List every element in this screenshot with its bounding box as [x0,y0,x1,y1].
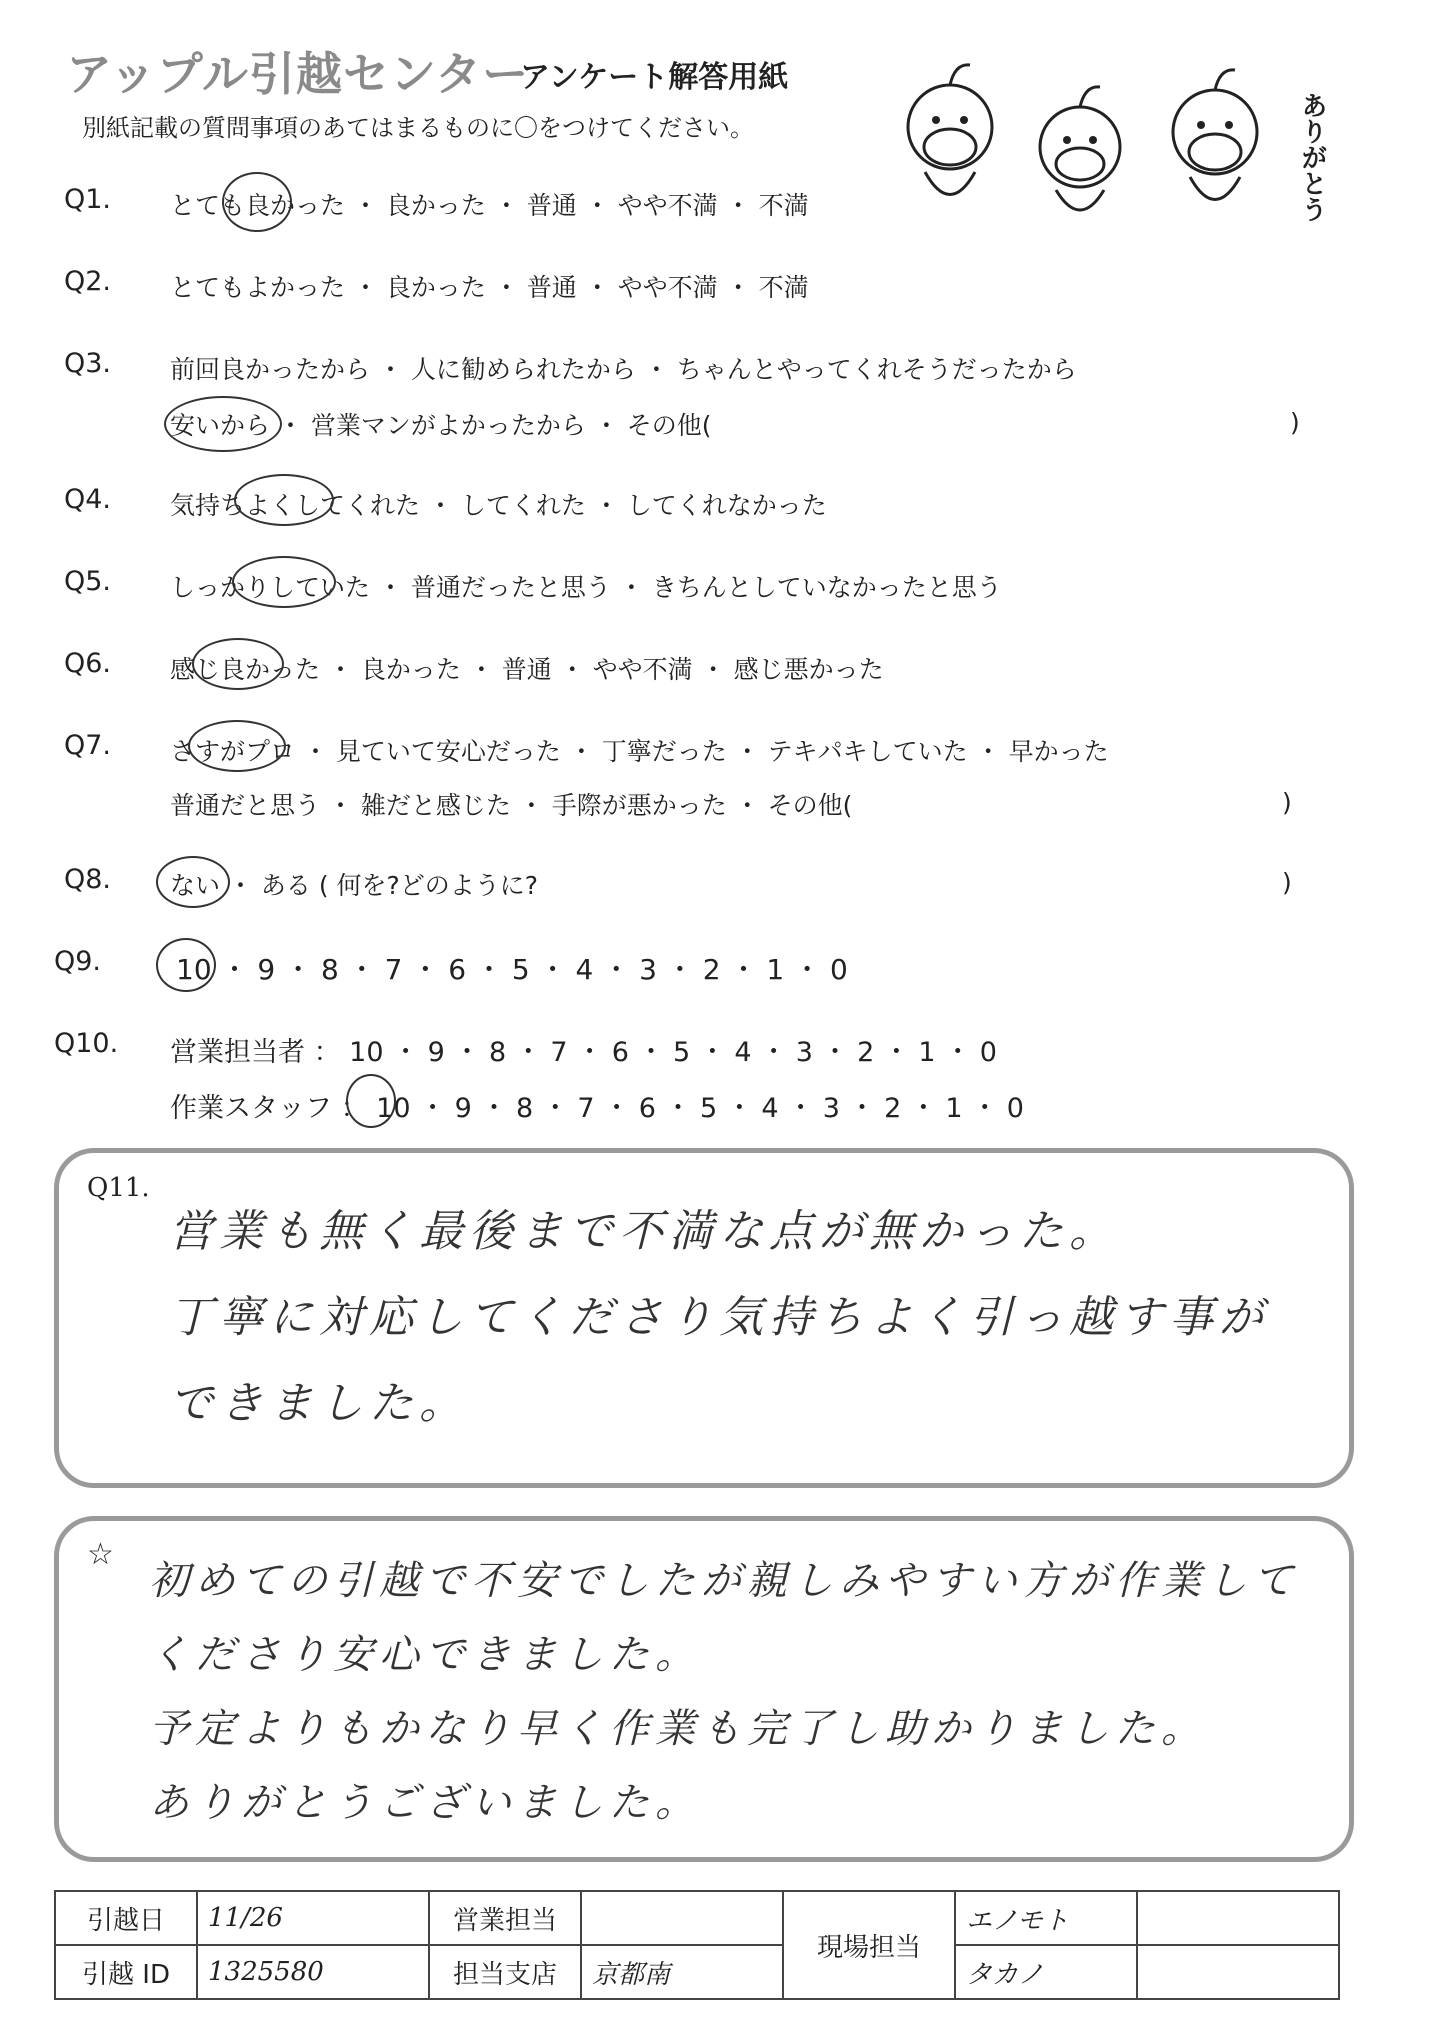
star-handwriting-line: ありがとうございました。 [149,1780,701,1826]
instruction-text: 別紙記載の質問事項のあてはまるものに〇をつけてください。 [82,114,754,142]
answer-circle [156,938,216,992]
answer-circle [192,638,284,690]
question-options[interactable]: 気持ちよくしてくれた ・ してくれた ・ してくれなかった [170,491,827,520]
site-staff-2: タカノ [955,1945,1137,1999]
move-date-label: 引越日 [55,1891,197,1945]
q11-handwriting-line: 営業も無く最後まで不満な点が無かった。 [169,1206,1119,1257]
q11-comment-box [54,1148,1354,1488]
q11-label: Q11. [87,1173,150,1203]
branch-label: 担当支店 [429,1945,581,1999]
monkey-mascots-illustration [880,52,1360,232]
site-staff-1: エノモト [955,1891,1137,1945]
question-options[interactable]: ない ・ ある ( 何を?どのように? [170,871,539,900]
question-number: Q1. [64,184,112,215]
question-options[interactable]: 作業スタッフ ： 10 ・ 9 ・ 8 ・ 7 ・ 6 ・ 5 ・ 4 ・ 3 ・ 2 ・ 1 ・ 0 [170,1093,1024,1124]
question-number: Q5. [64,566,112,597]
move-id-label: 引越 ID [55,1945,197,1999]
mascot-thanks-text: ありがとう [1297,92,1327,222]
question-number: Q4. [64,484,112,515]
answer-circle [346,1074,396,1128]
question-number: Q8. [64,864,112,895]
star-handwriting-line: 初めての引越で不安でしたが親しみやすい方が作業して [149,1558,1299,1604]
close-paren: ) [1282,868,1292,897]
close-paren: ) [1290,408,1300,437]
question-number: Q7. [64,730,112,761]
question-number: Q10. [54,1028,119,1059]
q11-handwriting-line: 丁寧に対応してくださり気持ちよく引っ越す事が [169,1292,1269,1343]
q11-handwriting-line: できました。 [169,1378,469,1429]
sales-value [581,1891,783,1945]
question-options[interactable]: 普通だと思う ・ 雑だと感じた ・ 手際が悪かった ・ その他( [170,791,853,820]
question-options[interactable]: 安いから ・ 営業マンがよかったから ・ その他( [170,411,712,440]
star-handwriting-line: くださり安心できました。 [149,1632,701,1678]
question-number: Q2. [64,266,112,297]
answer-circle [164,396,282,452]
question-options[interactable]: さすがプロ ・ 見ていて安心だった ・ 丁寧だった ・ テキパキしていた ・ 早かった [170,737,1109,766]
company-title: アップル引越センター [66,47,530,101]
footer-info-table [54,1890,1340,2000]
answer-circle [156,856,230,908]
question-number: Q3. [64,348,112,379]
question-options[interactable]: とてもよかった ・ 良かった ・ 普通 ・ やや不満 ・ 不満 [170,273,809,302]
star-icon: ☆ [87,1537,114,1572]
question-options[interactable]: とても良かった ・ 良かった ・ 普通 ・ やや不満 ・ 不満 [170,191,809,220]
question-options[interactable]: しっかりしていた ・ 普通だったと思う ・ きちんとしていなかったと思う [170,573,1002,602]
move-date-value: 11/26 [197,1891,429,1945]
site-staff-extra [1137,1891,1339,1945]
question-options[interactable]: 感じ良かった ・ 良かった ・ 普通 ・ やや不満 ・ 感じ悪かった [170,655,884,684]
form-subtitle: アンケート解答用紙 [520,60,789,95]
branch-value: 京都南 [581,1945,783,1999]
monkey-mascot-2 [1040,87,1120,210]
close-paren: ) [1282,788,1292,817]
sales-label: 営業担当 [429,1891,581,1945]
move-id-value: 1325580 [197,1945,429,1999]
answer-circle [232,556,336,608]
answer-circle [188,720,286,772]
answer-circle [222,172,292,232]
answer-circle [234,474,334,526]
star-handwriting-line: 予定よりもかなり早く作業も完了し助かりました。 [149,1706,1207,1752]
question-number: Q6. [64,648,112,679]
site-staff-extra [1137,1945,1339,1999]
monkey-mascot-3 [1173,70,1257,200]
question-number: Q9. [54,946,102,977]
star-comment-box [54,1516,1354,1862]
question-options[interactable]: 営業担当者 ： 10 ・ 9 ・ 8 ・ 7 ・ 6 ・ 5 ・ 4 ・ 3 ・ 2 ・ 1 ・ 0 [170,1037,997,1068]
monkey-mascot-1 [908,65,992,195]
question-options[interactable]: 10 ・ 9 ・ 8 ・ 7 ・ 6 ・ 5 ・ 4 ・ 3 ・ 2 ・ 1 ・ 0 [176,953,848,986]
question-options[interactable]: 前回良かったから ・ 人に勧められたから ・ ちゃんとやってくれそうだったから [170,355,1077,384]
site-label: 現場担当 [783,1891,955,1999]
